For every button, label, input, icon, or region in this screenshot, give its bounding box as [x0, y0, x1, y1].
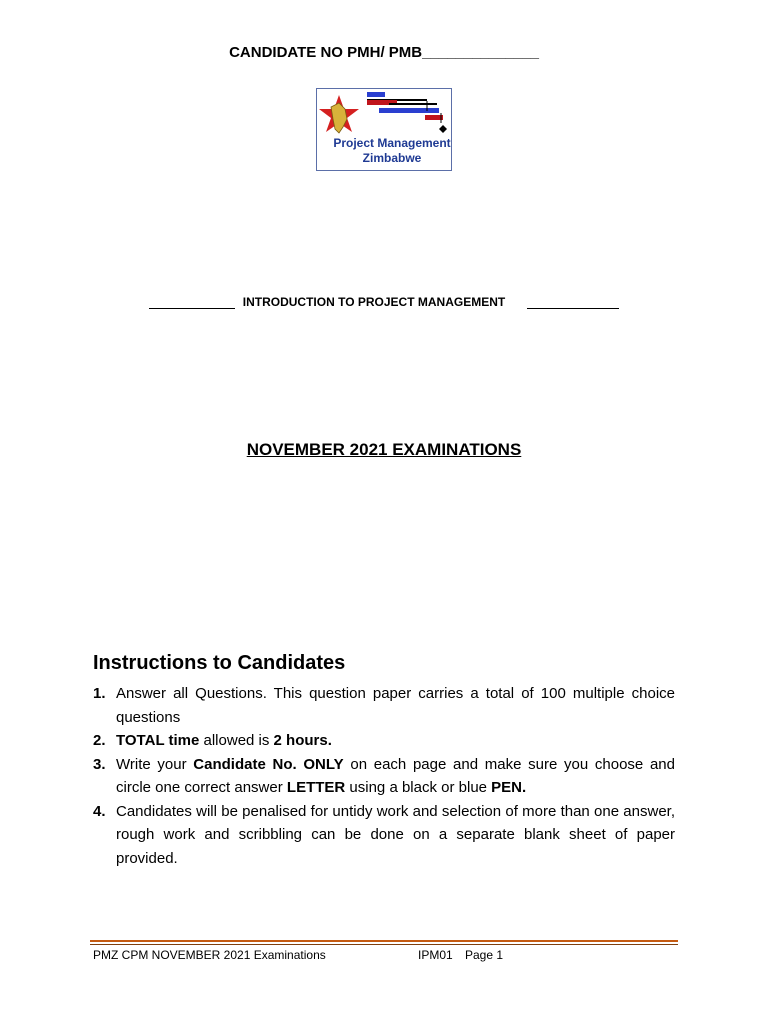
- footer-exam-label: PMZ CPM NOVEMBER 2021 Examinations: [93, 948, 326, 962]
- gantt-bar: [367, 92, 385, 97]
- exam-title: NOVEMBER 2021 EXAMINATIONS: [246, 440, 522, 459]
- instructions-list: [93, 682, 675, 870]
- zimbabwe-bird-icon: [331, 103, 347, 133]
- gantt-bar: [389, 103, 437, 105]
- page-footer: [93, 948, 653, 962]
- footer-rule-thin: [90, 944, 678, 945]
- gantt-bar: [379, 108, 439, 113]
- list-number: 2.: [93, 732, 106, 749]
- list-text-bold: Candidate No. ONLY: [193, 755, 344, 773]
- footer-rule: [90, 940, 678, 942]
- instructions-heading: Instructions to Candidates: [93, 652, 346, 674]
- course-title: INTRODUCTION TO PROJECT MANAGEMENT: [242, 295, 506, 309]
- milestone-icon: [439, 125, 447, 133]
- list-number: 4.: [93, 802, 106, 820]
- list-text-bold: 2 hours.: [273, 732, 332, 749]
- logo-graphic: [317, 89, 451, 170]
- candidate-number-line: CANDIDATE NO PMH/ PMB______________: [229, 44, 539, 61]
- list-item: [93, 682, 675, 729]
- list-text-bold: LETTER: [286, 779, 346, 796]
- list-text-bold: TOTAL time: [116, 732, 200, 749]
- blank-line-right: [527, 296, 619, 309]
- list-item: [93, 800, 675, 871]
- list-text: Write your: [116, 755, 194, 773]
- list-text-bold: PEN.: [491, 779, 527, 796]
- footer-course-code: IPM01: [418, 948, 453, 962]
- list-text: on each page and make sure you choose and circle one correct answer: [116, 755, 675, 796]
- logo-line-2: Zimbabwe: [362, 151, 422, 165]
- list-text: Answer all Questions. This question paper carries a total of 100 multiple choice questions: [116, 685, 675, 726]
- list-text: Candidates will be penalised for untidy work and selection of more than one answer, rough work and scribbling can be done on a separate blank sheet of paper provided.: [116, 802, 675, 867]
- gantt-bar: [425, 115, 443, 120]
- list-number: 1.: [93, 685, 106, 702]
- pmz-logo: [316, 88, 452, 171]
- list-item: [93, 729, 675, 753]
- footer-page-number: Page 1: [465, 948, 504, 962]
- list-text: allowed is: [199, 732, 274, 749]
- list-text: using a black or blue: [345, 779, 492, 796]
- list-number: 3.: [93, 755, 106, 773]
- logo-line-1: Project Management: [333, 136, 451, 150]
- list-item: [93, 753, 675, 800]
- course-title-line: [0, 295, 768, 309]
- blank-line-left: [149, 296, 235, 309]
